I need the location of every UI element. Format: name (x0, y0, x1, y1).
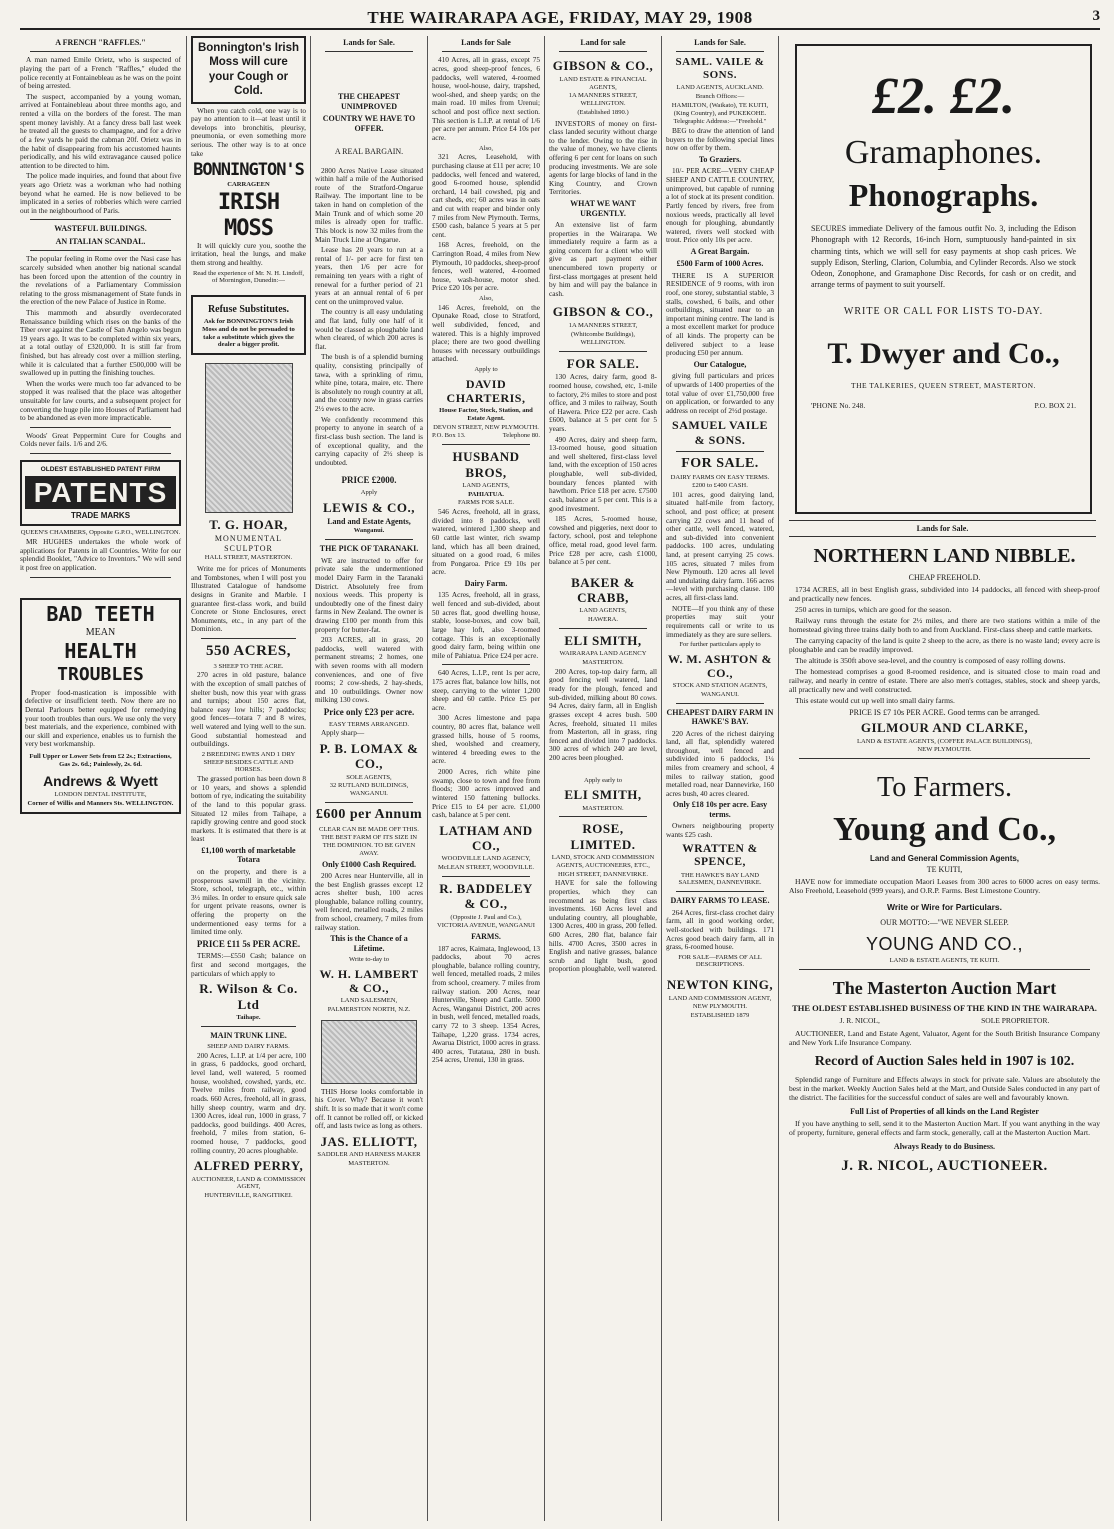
peppermint-notice: Woods' Great Peppermint Cure for Coughs and Colds never fails. 1/6 and 2/6. (20, 430, 181, 449)
hoar-name: T. G. HOAR, (209, 517, 288, 533)
main-trunk-heading: MAIN TRUNK LINE. (210, 1030, 287, 1040)
divider (799, 758, 1090, 759)
acres-price: PRICE £11 5s PER ACRE. (196, 938, 301, 949)
cheapest-heading-2: COUNTRY WE HAVE TO OFFER. (322, 114, 416, 133)
divider (559, 628, 647, 629)
column-4 (427, 36, 544, 1521)
divider (442, 51, 530, 52)
hawkes-bay-heading: CHEAPEST DAIRY FARM IN HAWKE'S BAY. (666, 707, 774, 727)
bargain-recommend: We confidently recommend this property to anyone in search of a first-class bush section. The land is of exceptional quality, and the carrying capacity of 2½ sheep is undoubted. (315, 414, 423, 467)
newton-king-name: NEWTON KING, (666, 977, 774, 993)
baker-town: HAWERA. (587, 616, 619, 624)
section-heading: Lands for Sale. (343, 38, 395, 47)
auction-mart-body-3: If you have anything to sell, send it to the Masterton Auction Mart. If you want anything in the way of property, furniture, general effects and farm stock, generally, call at the Masterton Auction Mart. (789, 1119, 1100, 1138)
column-7 (778, 36, 1100, 1521)
nln-paragraph: The homestead comprises a good 8-roomed residence, and is situated close to main road and railway, and nearly in centre of estate. There are also men's cottages, stables, stock and sheep yards, all practically new and well constructed. (789, 667, 1100, 694)
young-town: TE KUITI, (926, 864, 963, 874)
acres-body-3: on the property, and there is a prosperous sawmill in the vicinity. Store, school, telegraph, etc., within 3½ miles. In order to ensure quick sale for urgent private reasons, owner is offering the property on the undermentioned easy terms for a limited time only. (191, 866, 306, 937)
article-paragraph: This mammoth and absurdly overdecorated Renaissance building which rises on the banks of the Tiber over against the Castle of San Angelo was begun 19 years ago. It was to be completed within six years, at a total outlay of £320,000. It is still far from finished, but has already cost over a million sterling, while it is calculated that a further £500,000 will be swallowed up in putting the finishing touches. (20, 307, 181, 378)
newspaper-title: THE WAIRARAPA AGE, FRIDAY, MAY 29, 1908 (367, 8, 753, 27)
lease-note: FOR SALE—FARMS OF ALL DESCRIPTIONS. (678, 953, 762, 969)
dairy-farm-heading: Dairy Farm. (464, 579, 508, 589)
patents-title: PATENTS (25, 476, 176, 509)
annum-cash: Only £1000 Cash Required. (321, 859, 417, 869)
phonographs-heading: Phonographs. (848, 177, 1039, 214)
gibson-body: INVESTORS of money on first-class landed security without charge to the lender. Owing to the rise in the value of money, we have clients offering 6 per cent for loans on such producing investments. We are sole agents for large blocks of land in the King Country, and Crown Territories. (549, 118, 657, 197)
divider (30, 219, 171, 220)
taranaki-apply: Apply sharp— (321, 728, 365, 738)
divider (676, 891, 764, 892)
patents-subtitle: TRADE MARKS (70, 510, 131, 520)
charteris-contact (432, 432, 540, 440)
perry-title: AUCTIONEER, LAND & COMMISSION AGENT, (191, 1175, 306, 1191)
baddeley-sub: (Opposite J. Paul and Co.), (450, 913, 522, 921)
acres-extra: 2 BREEDING EWES AND 1 DRY SHEEP BESIDES CATTLE AND HORSES. (201, 750, 296, 774)
lease-body: 264 Acres, first-class crochet dairy farm, all in good working order, well-stocked with buildings. 171 Acres good beach dairy farm, all in grass, 6-roomed house. (666, 907, 774, 952)
dwyer-contact (811, 402, 1076, 411)
moss-paragraph: When you catch cold, one way is to pay no attention to it—at least until it develops into bronchitis, pleurisy, pneumonia, or even something more serious. The other way is to at once take (191, 105, 306, 158)
charteris-telephone: Telephone 80. (502, 432, 540, 440)
auction-mart-proprietor (789, 1017, 1100, 1026)
auction-mart-body-2: Splendid range of Furniture and Effects always in stock for private sale. Values are absolutely the best in the market. Weekly Auction Sales held at the Mart, and Outside Sales conducted in any part of the district. The facilities for the successful conduct of sales are well and favourably known. (789, 1075, 1100, 1102)
auction-mart-body: AUCTIONEER, Land and Estate Agent, Valuator, Agent for the South British Insurance Company and New York Life Insurance Company. (789, 1028, 1100, 1047)
wratten-name: WRATTEN & SPENCE, (682, 842, 758, 869)
farm-body: THERE IS A SUPERIOR RESIDENCE of 9 rooms, with iron roof, one storey, substantial stable, 3 stalls, cowshed, 6 bails, and other outbuildings, situated near to an important mining centre. The land is a most excellent market for produce of all kinds. The property can be delivered subject to a lease producing £50 per annum. (666, 270, 774, 358)
bargain-bush: The bush is of a splendid burning quality, consisting principally of tawa, with a sprinkling of rimu, white pine, totara, maire, etc. There is absolutely no rough country at all, and the country now in grass carries 2½ ewes to the acre. (315, 352, 423, 414)
forsale-heading: FOR SALE. (681, 455, 759, 471)
headline-italian-scandal: AN ITALIAN SCANDAL. (55, 236, 146, 246)
elliott-town: MASTERTON. (348, 1159, 390, 1167)
taranaki-body: WE are instructed to offer for private sale the undermentioned model Dairy Farm in the Taranaki District. Absolutely free from noxious weeds. This property is undoubtedly one of the finest dairy farms in New Zealand. The owner is drawing £100 per month from this property for butter-fat. (315, 555, 423, 634)
bargain-body: 2800 Acres Native Lease situated within half a mile of the Authorised route of the Stratford-Ongarue Railway. The important line to be taken in hand on completion of the Main Trunk and of which some 20 miles is already open for traffic. This block is now 32 miles from the Main Truck Line at Ongarue. (315, 165, 423, 244)
patents-body: MR HUGHES undertakes the whole work of applications for Patents in all Countries. Write for our splendid Booklet, "Advice to Inventors." We will send it post free on application. (20, 537, 181, 572)
young-name: Young and Co., (833, 811, 1056, 849)
moss-experience: Read the experience of Mr. N. H. Lindoff, of Mornington, Dunedin:— (192, 269, 305, 285)
divider (30, 427, 171, 428)
lambert-sub: LAND SALESMEN, (340, 997, 398, 1005)
newton-king-town: NEW PLYMOUTH. (692, 1003, 748, 1011)
elliott-sub: SADDLER AND HARNESS MAKER (317, 1151, 421, 1159)
listing: 185 Acres, 5-roomed house, cowshed and piggeries, next door to factory, school, post and telephone office, metal road, good level farm. Price £28 per acre, cash £1000, balance at 5 per cent. (549, 514, 657, 567)
listing: HAVE for sale the following properties, which they can recommend as being first class investments. 160 Acres level and undulating country, all ploughable, 1300 Acres, 400 in grass, 200 felled. 600 Acres, 280 flat, balance fair hills. 4700 Acres, 3500 acres in English and native grasses, balance scrub and light bush, good proportion ploughable, well watered. (549, 878, 658, 974)
rose-name: ROSE, LIMITED. (570, 821, 636, 852)
smith-name: ELI SMITH, (564, 632, 642, 648)
vaile-sub: LAND AGENTS, AUCKLAND. (676, 84, 764, 92)
newton-king-established: ESTABLISHED 1879 (690, 1012, 750, 1020)
vaile-branch-label: Branch Offices:— (695, 93, 745, 101)
want-heading: WHAT WE WANT URGENTLY. (570, 199, 636, 218)
young-sub: Land and General Commission Agents, (869, 854, 1020, 864)
auction-mart-sub: THE OLDEST ESTABLISHED BUSINESS OF THE KIND IN THE WAIRARAPA. (792, 1002, 1097, 1013)
also-label: Also, (478, 295, 494, 303)
auction-mart-role: SOLE PROPRIETOR. (981, 1015, 1050, 1025)
young2-name: YOUNG AND CO., (865, 933, 1024, 954)
ashton-town: WANGANUI. (701, 690, 739, 698)
gibson2-name: GIBSON & CO., (552, 304, 654, 320)
dental-advert (20, 598, 181, 814)
smith2-name: ELI SMITH, (564, 787, 642, 803)
hoar-trade: MONUMENTAL SCULPTOR (214, 534, 283, 553)
dentist-sub: LONDON DENTAL INSTITUTE, (54, 791, 147, 799)
smith-town: MASTERTON. (582, 659, 624, 667)
chance-heading: This is the Chance of a Lifetime. (330, 934, 408, 953)
vaile-body: BEG to draw the attention of land buyers to the following special lines now on offer by them. (666, 126, 774, 153)
acres-subheading: 3 SHEEP TO THE ACRE. (213, 662, 284, 670)
annum-body-2: 200 Acres near Hunterville, all in the best English grasses except 12 acres shelter bush, 100 acres ploughable, balance rolling country, well fenced, metalled roads, 2 miles from school, creamery, 7 miles from railway station. (315, 871, 423, 932)
hoar-address: HALL STREET, MASTERTON. (204, 554, 293, 562)
bargain-price: PRICE £2000. (341, 475, 397, 486)
husband-town: PAHIATUA. (468, 490, 504, 498)
husband-name: HUSBAND BROS, (452, 449, 520, 480)
vaile-name: SAML. VAILE & SONS. (675, 56, 765, 82)
vaile2-name: SAMUEL VAILE & SONS. (672, 418, 768, 447)
rose-address: HIGH STREET, DANNEVIRKE. (558, 870, 648, 878)
hawkes-bay-owner: Owners neighbouring property wants £25 cash. (666, 821, 774, 839)
lomax-sub: SOLE AGENTS, (346, 773, 392, 781)
main-trunk-body: 200 Acres, L.I.P. at 1/4 per acre, 100 in grass, 6 paddocks, good orchard, level land, well watered, 5 roomed house, woolshed, cowshed, yards, etc. Twelve miles from railway, good roads. 660 Acres, freehold, all in grass, hilly sheep country, warm and dry. 1300 Acres, ideal run, 1000 in grass, 7 paddocks, good buildings. 400 Acres, freehold, 7 miles from station, 6-roomed house, 7 paddocks, good rolling country, 20 acres ploughable. (191, 1050, 306, 1155)
divider (201, 1026, 296, 1027)
bargain-country: The country is all easy undulating and flat land, fully one half of it would be classed as ploughable land when cleared, of which 200 acres is flat. (315, 307, 423, 351)
divider (799, 969, 1090, 970)
annum-heading: £600 per Annum (315, 806, 423, 822)
gilmour-town: NEW PLYMOUTH. (917, 746, 972, 754)
catalogue-heading: Our Catalogue, (693, 359, 747, 369)
taranaki-price: Price only £23 per acre. (323, 707, 415, 718)
hawkes-bay-price: Only £18 10s per acre. Easy terms. (672, 800, 768, 819)
smith-apply: Apply early to (583, 776, 623, 784)
divider (442, 444, 530, 445)
also-label: Also, (478, 144, 494, 152)
young-body: HAVE now for immediate occupation Maori Leases from 300 acres to 6000 acres on easy terms. Also Freehold, Leasehold (999 years), and O.R.P. Farms. Best Limestone Country. (789, 877, 1100, 896)
husband-farms: FARMS FOR SALE. (457, 499, 515, 507)
taranaki-body-2: 203 ACRES, all in grass, 20 paddocks, well watered with permanent streams; 2 homes, one with seven rooms with all modern conveniences, and one of five rooms; 2 cow-sheds, 2 hay-sheds, and 10 outbuildings. Owner now milking 130 cows. (315, 635, 423, 705)
auction-mart-heading: The Masterton Auction Mart (832, 977, 1057, 998)
section-heading: Lands for Sale (461, 38, 511, 47)
young-write: Write or Wire for Particulars. (886, 902, 1003, 913)
bargain-lease: Lease has 20 years to run at a rental of 1/- per acre for first ten years, then 1/6 per acre for remaining ten years with a right of renewal for a further period of 21 years at an annual rental of 6 per cent on the unimproved value. (315, 245, 423, 306)
divider (30, 577, 171, 578)
column-5 (544, 36, 661, 1521)
nln-price: PRICE IS £7 10s PER ACRE. Good terms can be arranged. (849, 707, 1040, 717)
wilson-town: Taihape. (236, 1013, 261, 1021)
listing: 187 acres, Kaimata, Inglewood, 13 paddocks, about 70 acres ploughable, balance rolling country, well fenced, metalled roads, 2 miles from school, creamery. 7 miles from railway station. 200 Acres, near Hunterville, Sheep and Cattle. 5000 Acres, Wanganui District, 200 acres in bush, well fenced, metalled roads, carry 72 to 3 sheep. 1354 Acres, Taihape, 1,220 grass. 1734 acres, Awarua District, 1000 acres in grass. 400 acres, Tutataua, 280 in bush. 254 acres, Urenui, 130 in grass. (432, 943, 540, 1065)
charteris-address: DEVON STREET, NEW PLYMOUTH. (433, 423, 539, 431)
divider (30, 250, 171, 251)
listing: 410 Acres, all in grass, except 75 acres, good sheep-proof fences, 6 paddocks, well watered, 4-roomed house, wool-house, dairy, trapshed, wool-shed, and sheep yards; on the main road. 10 miles from Urenui; school and post office next section. This section is L.I.P. at rental of 1/6 per acre per annum. Price £4 10s per acre. (432, 55, 540, 142)
lewis-town: Wanganui. (353, 527, 385, 535)
wratten-sub: THE HAWKE'S BAY LAND SALESMEN, DANNEVIRKE. (678, 871, 762, 887)
nln-paragraph: This estate would cut up well into small dairy farms. (795, 695, 955, 705)
baddeley-farms: FARMS. (471, 932, 501, 942)
lambert-name: W. H. LAMBERT & CO., (319, 966, 419, 996)
auction-mart-ready: Always Ready to do Business. (893, 1142, 996, 1152)
want-body: An extensive list of farm properties in the Wairarapa. We immediately require a farm as a going concern for a client who will give as part payment either unencumbered town property or first-class mortgages at present held by him and will pay the balance in cash. (549, 219, 657, 298)
patents-address: QUEEN'S CHAMBERS, Opposite G.P.O., WELLINGTON. (20, 529, 181, 537)
horse-illustration (321, 1020, 417, 1084)
charteris-name: DAVID CHARTERIS, (446, 376, 526, 405)
young2-sub: LAND & ESTATE AGENTS, TE KUITI. (889, 956, 1000, 964)
gilmour-sub: LAND & ESTATE AGENTS, (COFFEE PALACE BUILDINGS), (856, 737, 1033, 745)
apply-label: Apply (360, 488, 378, 496)
forsale-sub: DAIRY FARMS ON EASY TERMS. £200 to £400 CASH. (670, 474, 770, 489)
forsale-heading: FOR SALE. (566, 356, 640, 372)
lands-for-sale-heading: Lands for Sale. (789, 520, 1096, 537)
rose-sub: LAND, STOCK AND COMMISSION AGENTS, AUCTIONEERS, ETC., (551, 854, 655, 869)
graziers-body: 10/- PER ACRE—VERY CHEAP SHEEP AND CATTLE COUNTRY, unimproved, but capable of running a lot of stock at its present condition. Partly fenced by rivers, free from noxious weeds, practically all level enough for ploughing, abundantly watered, rivers well stocked with trout. Price only 10s per acre. (666, 166, 774, 245)
dentist-name: Andrews & Wyett (43, 772, 158, 789)
listing: 546 Acres, freehold, all in grass, divided into 8 paddocks, well watered, wintered 1,300 sheep and 60 cattle last winter, rich swamp land, which has all been drained, situated on a good road, 6 miles from Pongaroa. Price £9 10s per acre. (432, 507, 540, 577)
auction-mart-full-list: Full List of Properties of all kinds on the Land Register (850, 1106, 1039, 1116)
lambert-pre: Write to-day to (348, 956, 390, 964)
teeth-title: BAD TEETH (46, 601, 155, 626)
apply-label: Apply to (474, 366, 498, 374)
taranaki-heading: THE PICK OF TARANAKI. (319, 544, 419, 554)
gramophone-advert (795, 44, 1092, 514)
dwyer-box: P.O. BOX 21. (1034, 401, 1076, 411)
listing: 200 Acres, top-top dairy farm, all good fencing well watered, land ready for the plough, fenced and sub-divided, milking about 80 cows. 94 Acres, dairy farm, all in English grasses except 4 acres bush. 500 Acres, freehold, situated 11 miles from Masterton, all in grass, ring fenced and divided into 7 paddocks. 300 acres of which 240 are level, 200 acres been ploughed. (549, 666, 657, 762)
masthead (20, 8, 1100, 30)
gibson-sub: LAND ESTATE & FINANCIAL AGENTS, (559, 75, 647, 91)
dwyer-address: THE TALKERIES, QUEEN STREET, MASTERTON. (851, 380, 1036, 390)
perry-address: HUNTERVILLE, RANGITIKEI. (204, 1192, 293, 1200)
divider (442, 876, 530, 877)
forsale-note: NOTE—If you think any of these properties may suit your requirements call or write to us immediately as they are sure sellers. (666, 603, 774, 639)
article-paragraph: A man named Emile Orietz, who is suspected of playing the part of a French "Raffles," eluded the police recently at Fontainebleau as he was on the point of being arrested. (20, 55, 181, 91)
nln-paragraph: Railway runs through the estate for 2½ miles, and there are two stations within a mile of the homestead giving three trains daily both to and from Auckland. First-class sheep and cattle markets. (789, 616, 1100, 635)
baker-sub: LAND AGENTS, (579, 607, 627, 615)
section-heading: Lands for Sale. (694, 38, 746, 47)
divider (325, 802, 413, 803)
divider (676, 703, 764, 704)
divider (325, 51, 413, 52)
moss-brand: BONNINGTON'S (193, 160, 304, 181)
lomax-name: P. B. LOMAX & CO., (319, 741, 419, 772)
divider (325, 539, 413, 540)
article-paragraph: When the works were much too far advanced to be stopped it was realised that the place was altogether unsuitable for law courts, and a subsequent project for converting the huge pile into Houses of Parliament had to be abandoned as even more impracticable. (20, 378, 181, 423)
latham-address: McLEAN STREET, WOODVILLE. (437, 864, 535, 872)
divider (442, 664, 530, 665)
auction-record: Record of Auction Sales held in 1907 is 102. (814, 1053, 1075, 1069)
catalogue-body: giving full particulars and prices of upwards of 1400 properties of the total value of over £1,750,000 free on application, or forwarded to any address on receipt of 2½d postage. (666, 371, 774, 415)
column-1 (20, 36, 186, 1521)
cheapest-heading: THE CHEAPEST UNIMPROVED (337, 92, 400, 111)
perry-name: ALFRED PERRY, (193, 1158, 304, 1174)
annum-sub: CLEAR CAN BE MADE OFF THIS. (319, 825, 419, 833)
listing: 321 Acres, Leasehold, with purchasing clause at £11 per acre; 10 paddocks, well fenced and watered, good 6-roomed house, splendid orchard, 14 bail cowshed, pig and cart sheds, etc; 60 acres was in oats and cut with reaper and binder only 7 miles from New Plymouth. Terms, £500 cash, balance 5 years at 5 per cent. (432, 152, 540, 239)
dentist-address: Corner of Willis and Manners Sts. WELLINGTON. (27, 799, 174, 807)
smith-sub: WAIRARAPA LAND AGENCY (559, 650, 647, 658)
teeth-body: Proper food-mastication is impossible with defective or insufficient teeth. Now there are no Dental Parlours better equipped for remedying your tooth troubles than ours. We use only the very best materials, and the experience, combined with our skill and experience, enables us to furnish the very best workmanship. (25, 687, 176, 749)
to-farmers-heading: To Farmers. (877, 772, 1012, 804)
smith2-town: MASTERTON. (582, 804, 624, 812)
listing: 640 Acres, L.I.P., rent 1s per acre, 175 acres flat, balance low hills, not steep, carrying to the winter 1,200 sheep and 60 cattle. Price £5 per acre. (432, 668, 540, 712)
article-paragraph: The police made inquiries, and found that about five years ago Orietz was a workman who had nothing beyond what he earned. He is now believed to be implicated in a series of robberies which were carried out in the neighbourhood of Paris. (20, 171, 181, 215)
nln-paragraph: The carrying capacity of the land is quite 2 sheep to the acre, as there is no waste land; every acre is ploughable and can be readily improved. (789, 636, 1100, 655)
lewis-sub: Land and Estate Agents, (327, 517, 411, 527)
page-number: 3 (1092, 8, 1100, 24)
listing: 130 Acres, dairy farm, good 8-roomed house, cowshed, etc, 1-mile to factory, 2½ miles to store and post office, and 3 miles to railway, South of Hawera. Price £22 per acre. Cash £600, balance at 5 per cent for 5 years. (549, 372, 657, 434)
article-paragraph: The popular feeling in Rome over the Nasi case has scarcely subsided when another big national scandal has been forced upon the attention of the country in the revelations of a Parliamentary Commission relating to the gross mismanagement of State funds in the erection of the new Palace of Justice in Rome. (20, 254, 181, 307)
patents-banner: OLDEST ESTABLISHED PATENT FIRM (40, 466, 161, 474)
angel-monument-illustration (205, 363, 293, 513)
young-motto: OUR MOTTO:—"WE NEVER SLEEP. (880, 918, 1009, 928)
hoar-body: Write me for prices of Monuments and Tombstones, when I will post you Illustrated Catalogue of handsome designs in Granite and Marble. I guarantee first-class work, and build Concrete or Stone Enclosures, erect Monuments, etc., in any part of the Dominion. (191, 564, 306, 634)
husband-sub: LAND AGENTS, (462, 481, 510, 489)
moss-carrageen: CARRAGEEN (227, 181, 270, 189)
annum-body: THE BEST FARM OF ITS SIZE IN THE DOMINION. TO BE GIVEN AWAY. (320, 834, 418, 857)
divider (30, 51, 171, 52)
refuse-body: Ask for BONNINGTON'S Irish Moss and do not be persuaded to take a substitute which gives the dealer a bigger profit. (202, 318, 295, 349)
nln-paragraph: The altitude is 350ft above sea-level, and the country is composed of easy rolling downs. (795, 656, 1066, 666)
moss-headline: Bonnington's Irish Moss will cure your Cough or Cold. (197, 42, 300, 98)
gramophone-body: SECURES immediate Delivery of the famous outfit No. 3, including the Edison Phonograph with 12 Records, 16-inch Horn, sumptuously hand-painted in six charming tints, which we will sell for easy payments at shop cash prices. We supply Edison, Sterling, Clarion, Columbia, and Cylinder Records. Also we stock Odeon, Zonophone, and Gramaphone Disc Records, for cash or on credit, and arrange terms of payment to suit yourself. (811, 224, 1076, 290)
acres-heading: 550 ACRES, (205, 642, 292, 659)
gilmour-name: GILMOUR AND CLARKE, (860, 720, 1029, 736)
listing: 135 Acres, freehold, all in grass, well fenced and sub-divided, about 50 acres flat, good dwelling house, stable, loose-boxes, and cow bail, large hay loft, also 3-roomed cottage. This is an exceptionally good dairy farm, being within one mile of Pahiatua. Price £24 per acre. (432, 590, 540, 660)
gibson2-sub: (Whitcombe Buildings), (570, 330, 636, 338)
totara-value: £1,100 worth of marketable Totara (201, 846, 296, 865)
moss-paragraph-2: It will quickly cure you, soothe the irritation, heal the lungs, and make them strong and healthy. (191, 240, 306, 268)
listing: 146 Acres, freehold, on the Opunake Road, close to Stratford, well subdivided, fenced, and watered. This is a highly improved place; there are two good dwelling houses with necessary outbuildings attached. (432, 302, 540, 364)
divider (676, 51, 764, 52)
lomax-address: 32 RUTLAND BUILDINGS, WANGANUI. (329, 782, 409, 798)
divider (30, 453, 171, 454)
refuse-title: Refuse Substitutes. (207, 304, 290, 316)
irish-moss-advert (191, 36, 306, 104)
listing: 168 Acres, freehold, on the Carrington Road, 4 miles from New Plymouth, 10 paddocks, sheep-proof fences, well watered, 4-roomed house, wash-house, motor shed. Price £20 10s per acre. (432, 240, 540, 293)
acres-body-2: The grassed portion has been down 8 or 10 years, and shows a splendid bottom of rye, indicating the suitability of the land to this popular grass. Situated 12 miles from Taihape, a rapidly growing centre and good stock markets. It is estimated that there is at least (191, 774, 306, 844)
nln-paragraph: 250 acres in turnips, which are good for the season. (795, 605, 952, 615)
charteris-box: P.O. Box 13. (432, 432, 466, 440)
northern-land-nibble-heading: NORTHERN LAND NIBBLE. (813, 545, 1076, 568)
ashton-sub: STOCK AND STATION AGENTS, (672, 682, 768, 690)
refuse-substitutes-box (191, 295, 306, 355)
hawkes-bay-body: 220 Acres of the richest dairying land, all flat, splendidly watered throughout, well fenced and subdivided into 6 paddocks, 1¼ miles from creamery and school, 4 miles to railway station, good metalled road, near Dannevirke, 160 acres bush, 40 acres cleared. (666, 728, 774, 798)
baddeley-name: R. BADDELEY & CO., (439, 880, 533, 912)
vaile-branches: HAMILTON, (Waikato), TE KUITI, (King Country), and PUKEKOHE. (671, 101, 769, 117)
gibson2-address: 1A MANNERS STREET, (568, 321, 638, 329)
taranaki-terms: EASY TERMS ARRANGED. (328, 720, 410, 728)
acres-terms: TERMS:—£550 Cash; balance on first and second mortgages, the particulars of which apply to (191, 951, 306, 978)
listing: 300 Acres limestone and papa country, 80 acres flat, balance well grassed hills, house of 5 rooms, shed, woolshed and creamery, wintered 4 breeding ewes to the acre. (432, 713, 540, 766)
divider (559, 51, 647, 52)
column-3 (310, 36, 427, 1521)
graziers-heading: To Graziers. (698, 155, 742, 165)
latham-sub: WOODVILLE LAND AGENCY, (441, 855, 531, 863)
nln-paragraph: 1734 ACRES, all in best English grass, subdivided into 14 paddocks, all fenced with sheep-proof and practically new fences. (789, 585, 1100, 604)
divider (201, 638, 296, 639)
listing: 490 Acres, dairy and sheep farm, 13-roomed house, good situation and well sheltered, first-class level land, with the exception of 150 acres ploughable, well sub-divided, boundary fences planted with hawthorn. Price £18 per acre. £7500 cash, balance at 5 per cent. This is a good investment. (549, 434, 657, 513)
teeth-health: HEALTH (64, 638, 137, 663)
teeth-mean: MEAN (85, 627, 116, 639)
listing: 101 acres, good dairying land, situated half-mile from factory, school, and post office; at present carrying 22 cows and 11 head of other cattle, well fenced, watered, and sub-divided into convenient paddocks. 100 acres, undulating land, at present carrying 25 cows. 105 acres, situated 7 miles from New Plymouth. 120 acres all level and undulating dairy farm. 166 acres—level with purchasing clause. 100 acres, all first-class land. (666, 489, 774, 603)
lease-heading: DAIRY FARMS TO LEASE. (670, 896, 770, 906)
latham-name: LATHAM AND CO., (439, 822, 533, 854)
ashton-pre: For further particulars apply to (679, 641, 761, 649)
headline-french-raffles: A FRENCH "RAFFLES." (55, 38, 146, 47)
horse-cover-body: THIS Horse looks comfortable in his Cover. Why? Because it won't shift. It is so made that it won't come off. It cannot be rolled off, or kicked off, and lasts twice as long as others. (315, 1086, 423, 1131)
patents-advert (20, 460, 181, 526)
farm-heading: £500 Farm of 1000 Acres. (676, 259, 764, 269)
ashton-name: W. M. ASHTON & CO., (667, 651, 773, 681)
moss-big-title: IRISH MOSS (217, 189, 280, 241)
article-paragraph: The suspect, accompanied by a young woman, arrived at Fontainebleau about three months ago, and rented a villa on the borders of the forest. The man spent money lavishly. At a fancy dress ball last week he treated all the guests to champagne, and for a drive of a few yards he paid the cabman 20f. Orietz was in the habit of disappearing from his accustomed haunts periodically, and his wild extravagance caused police attention to be directed to him. (20, 91, 181, 170)
divider (559, 351, 647, 352)
divider (676, 451, 764, 452)
cheap-freehold: CHEAP FREEHOLD. (908, 573, 981, 583)
column-6 (661, 36, 778, 1521)
gibson-name: GIBSON & CO., (552, 58, 654, 74)
wilson-name: R. Wilson & Co. Ltd (199, 981, 298, 1012)
gramophones-heading: Gramaphones. (844, 134, 1043, 172)
teeth-prices: Full Upper or Lower Sets from £2 2s.; Extractions, Gas 2s. 6d.; Painlessly, 2s. 6d. (29, 753, 172, 768)
vaile-telegraph: Telegraphic Address:—"Freehold." (673, 118, 767, 126)
acres-body: 270 acres in old pasture, balance with the exception of small patches of shelter bush, now this year with grass and turnips; about 150 acres flat, balance easy low hills; 7 paddocks; good fences—totara 7 and 8 wires, well watered and lying well to the sun. Good substantial homestead and outbuildings. (191, 670, 306, 749)
nicol-auctioneer: J. R. NICOL, AUCTIONEER. (841, 1157, 1048, 1174)
charteris-sub: House Factor, Stock, Station, and Estate Agent. (439, 407, 533, 422)
listing: 2000 Acres, rich white pine swamp, close to town and free from floods; 300 acres improved and wintered 150 fattening bullocks. Price £15 to £4 per acre. £1,000 cash, balance at 5 per cent. (432, 767, 540, 820)
dwyer-phone: 'PHONE No. 248. (811, 401, 866, 411)
column-2 (186, 36, 310, 1521)
gibson-established: (Established 1890.) (577, 108, 629, 116)
great-bargain-heading: A Great Bargain. (690, 246, 750, 256)
dwyer-name: T. Dwyer and Co., (827, 337, 1060, 371)
section-heading: Land for sale (580, 38, 626, 47)
elliott-name: JAS. ELLIOTT, (320, 1133, 418, 1149)
baker-name: BAKER & CRABB, (571, 574, 635, 606)
gibson2-town: WELLINGTON. (580, 339, 626, 347)
newton-king-sub: LAND AND COMMISSION AGENT, (668, 994, 772, 1002)
lambert-address: PALMERSTON NORTH, N.Z. (327, 1005, 411, 1013)
bargain-heading: A REAL BARGAIN. (334, 147, 404, 157)
main-trunk-subheading: SHEEP AND DAIRY FARMS. (207, 1043, 290, 1051)
headline-wasteful-buildings: WASTEFUL BUILDINGS. (54, 224, 147, 234)
teeth-troubles: TROUBLES (57, 663, 144, 685)
gramophone-price: £2. £2. (872, 68, 1015, 125)
gibson-address: 1A MANNERS STREET, WELLINGTON. (568, 92, 638, 108)
auction-mart-owner: J. R. NICOL, (839, 1015, 880, 1025)
gramophone-cta: WRITE OR CALL FOR LISTS TO-DAY. (843, 306, 1044, 318)
lewis-name: LEWIS & CO., (323, 499, 415, 515)
divider (559, 816, 647, 817)
baddeley-address: VICTORIA AVENUE, WANGANUI (437, 922, 535, 930)
